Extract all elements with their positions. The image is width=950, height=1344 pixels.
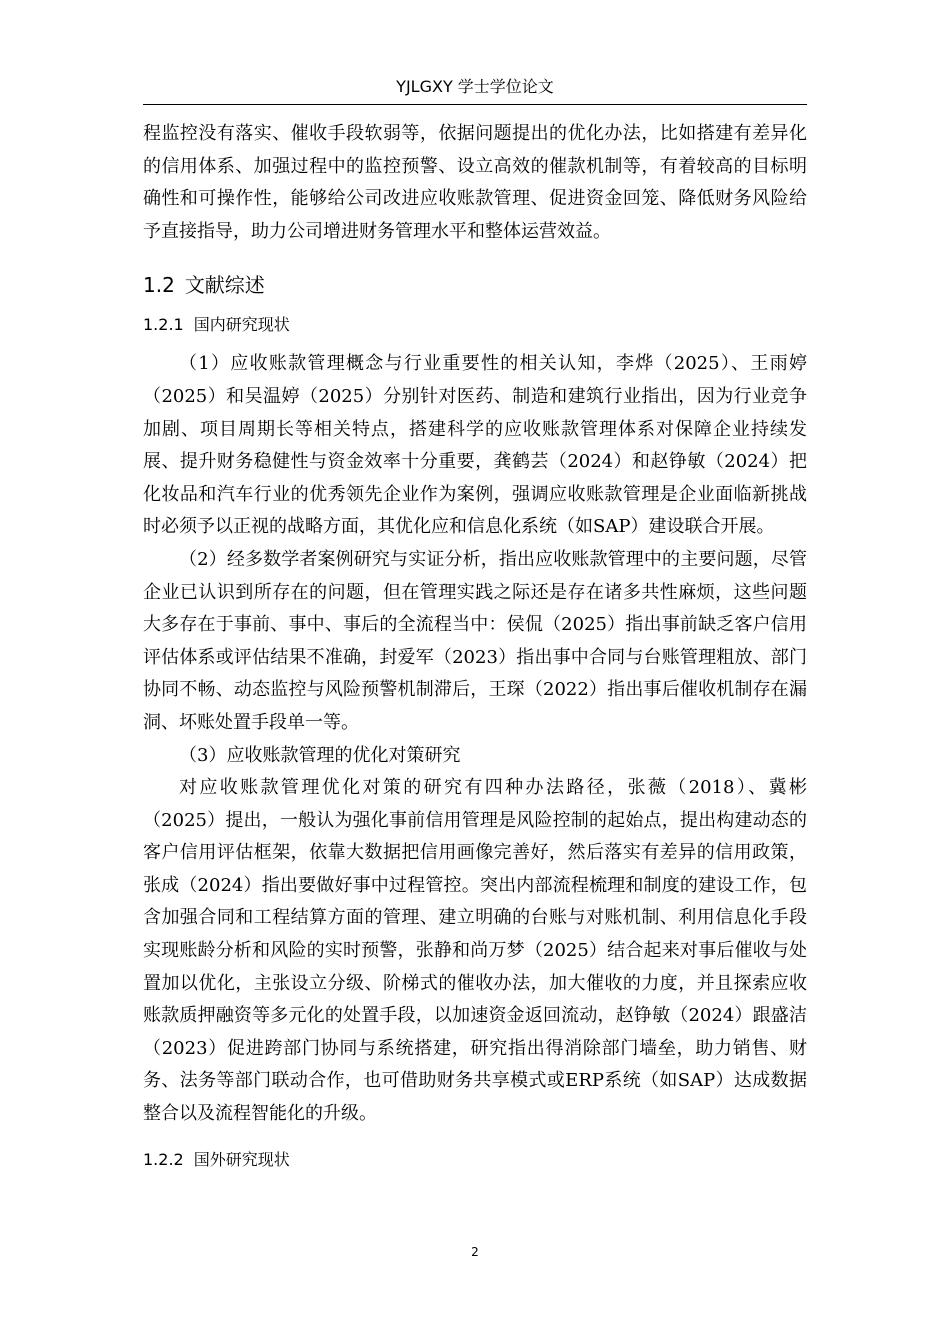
- section-title: 文献综述: [184, 273, 265, 298]
- intro-paragraph: 程监控没有落实、催收手段软弱等，依据问题提出的优化办法，比如搭建有差异化的信用体系、加强过程中的监控预警、设立高效的催款机制等，有着较高的目标明确性和可操作性，能够给公司改进应收账款管理、促进资金回笼、降低财务风险给予直接指导，助力公司增进财务管理水平和整体运营效益。: [143, 123, 807, 242]
- body-paragraph: （2）经多数学者案例研究与实证分析，指出应收账款管理中的主要问题，尽管企业已认识到所存在的问题，但在管理实践之际还是存在诸多共性麻烦，这些问题大多存在于事前、事中、事后的全流程当中：侯侃（2025）指出事前缺乏客户信用评估体系或评估结果不准确，封爱军（2023）指出事中合同与台账管理粗放、部门协同不畅、动态监控与风险预警机制滞后，王琛（2022）指出事后催收机制存在漏洞、坏账处置手段单一等。: [143, 548, 807, 733]
- subsection-number: 1.2.2: [143, 1149, 184, 1169]
- body-paragraph: 对应收账款管理优化对策的研究有四种办法路径，张薇（2018）、冀彬（2025）提出，一般认为强化事前信用管理是风险控制的起始点，提出构建动态的客户信用评估框架，依靠大数据把信用画像完善好，然后落实有差异的信用政策，张成（2024）指出要做好事中过程管控。突出内部流程梳理和制度的建设工作，包含加强合同和工程结算方面的管理、建立明确的台账与对账机制、利用信息化手段实现账龄分析和风险的实时预警，张静和尚万梦（2025）结合起来对事后催收与处置加以优化，主张设立分级、阶梯式的催收办法，加大催收的力度，并且探索应收账款质押融资等多元化的处置手段，以加速资金返回流动，赵铮敏（2024）跟盛洁（2023）促进跨部门协同与系统搭建，研究指出得消除部门墙垒，助力销售、财务、法务等部门联动合作，也可借助财务共享模式或ERP系统（如SAP）达成数据整合以及流程智能化的升级。: [143, 777, 807, 1125]
- subsection-title: 国外研究现状: [193, 1149, 290, 1169]
- subsection-heading-1-2-2: [143, 1147, 807, 1173]
- section-heading-1-2: [143, 270, 807, 300]
- page-body: [143, 118, 807, 1183]
- subsection-number: 1.2.1: [143, 315, 184, 335]
- body-paragraph: （3）应收账款管理的优化对策研究: [179, 744, 461, 766]
- body-paragraph: （1）应收账款管理概念与行业重要性的相关认知，李烨（2025）、王雨婷（2025）和吴温婷（2025）分别针对医药、制造和建筑行业指出，因为行业竞争加剧、项目周期长等相关特点，搭建科学的应收账款管理体系对保障企业持续发展、提升财务稳健性与资金效率十分重要，龚鹤芸（2024）和赵铮敏（2024）把化妆品和汽车行业的优秀领先企业作为案例，强调应收账款管理是企业面临新挑战时必须予以正视的战略方面，其优化应和信息化系统（如SAP）建设联合开展。: [143, 353, 807, 538]
- running-header: YJLGXY 学士学位论文: [396, 77, 554, 96]
- header-rule: [143, 104, 807, 105]
- page-number: 2: [471, 1245, 479, 1259]
- subsection-title: 国内研究现状: [193, 315, 290, 335]
- section-number: 1.2: [143, 273, 175, 298]
- subsection-heading-1-2-1: [143, 312, 807, 338]
